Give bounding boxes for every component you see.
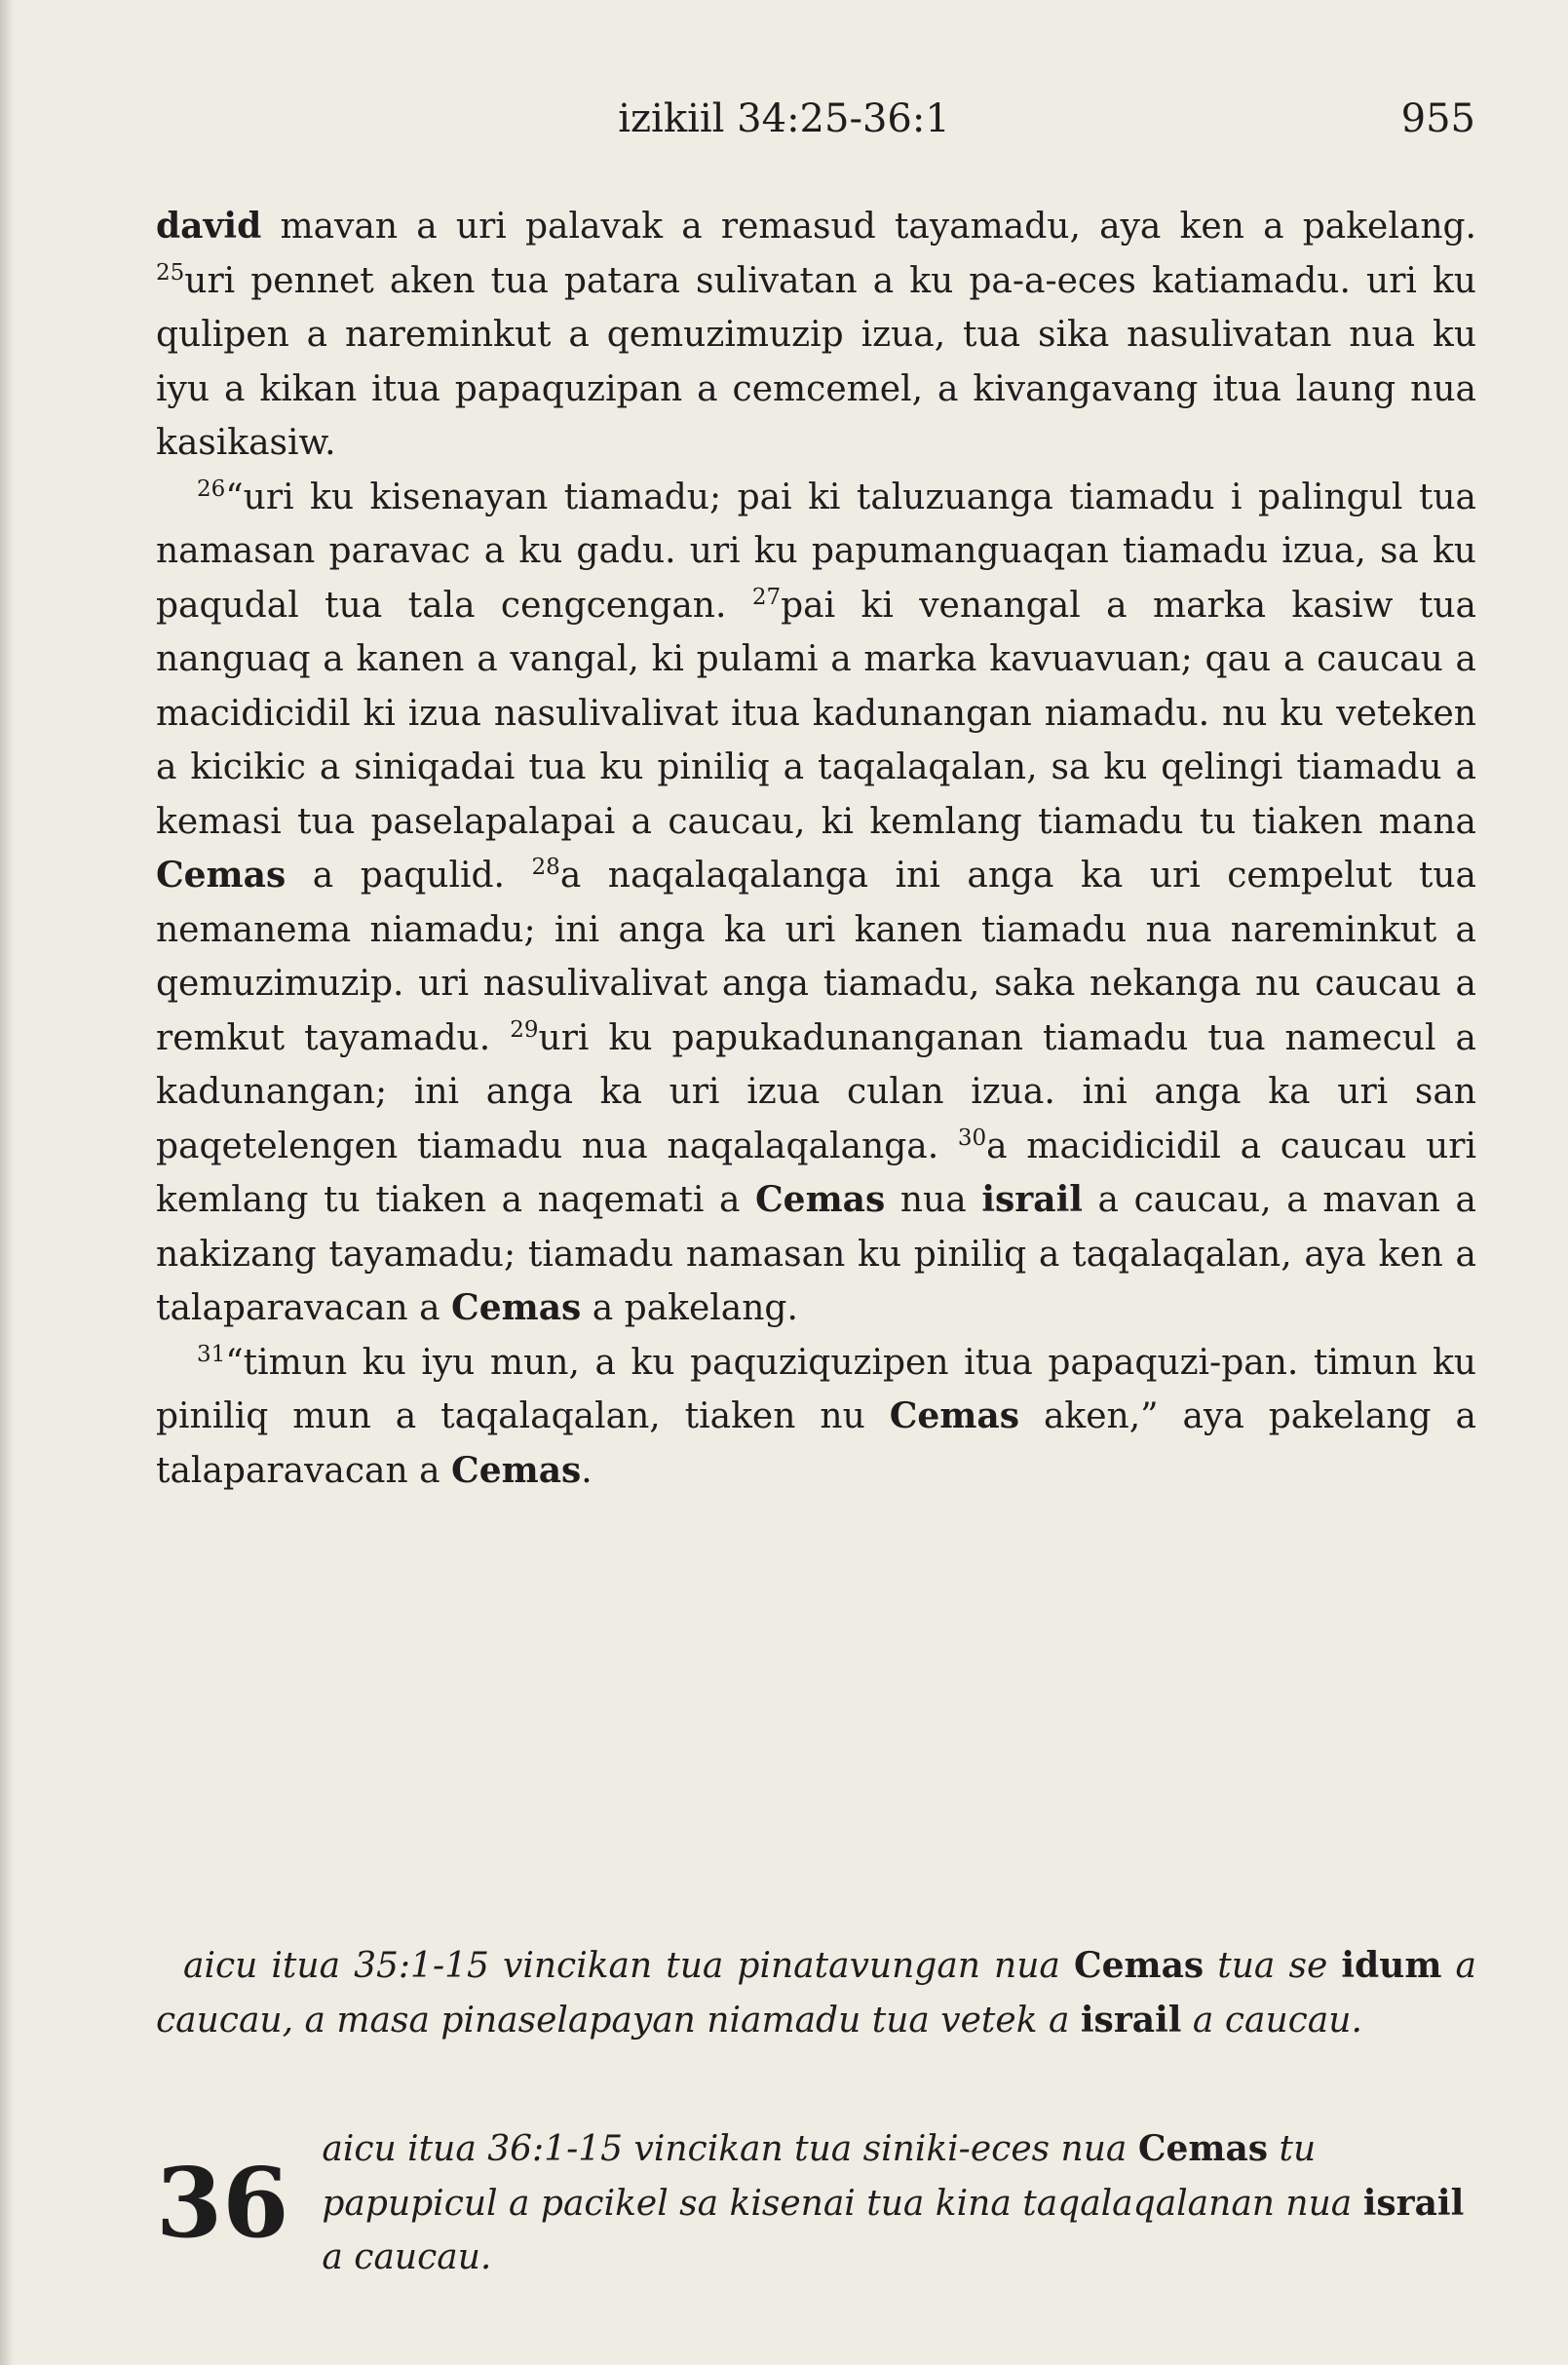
running-head-title: izikiil 34:25-36:1	[618, 96, 950, 141]
text-run: “timun ku iyu mun, a ku paquziquzipen itua papaquzi-pan. timun ku piniliq mun a taqalaqalan, tiaken nu	[156, 1342, 1476, 1436]
paragraph	[156, 1336, 1476, 1499]
bold-term: israil	[1080, 1999, 1182, 2041]
text-run: a naqalaqalanga ini anga ka uri cempelut tua nemanema niamadu; ini anga ka uri kanen tiamadu nua nareminkut a qemuzimuzip. uri nasulivalivat anga tiamadu, saka nekanga nu caucau a remkut tayamadu.	[156, 856, 1477, 1058]
verse-number: 29	[510, 1016, 539, 1043]
text-run: aicu itua 35:1-15 vincikan tua pinatavungan nua	[183, 1946, 1074, 1986]
bold-term: Cemas	[451, 1449, 582, 1491]
text-run: “uri ku kisenayan tiamadu; pai ki taluzuanga tiamadu i palingul tua namasan paravac a ku gadu. uri ku papumanguaqan tiamadu izua, sa ku paqudal tua tala cengcengan.	[156, 477, 1476, 626]
text-run: a pakelang.	[581, 1288, 798, 1328]
running-head	[0, 90, 1568, 148]
bold-term: israil	[1362, 2182, 1465, 2224]
chapter-heading	[322, 2129, 1464, 2277]
bold-term: Cemas	[1137, 2128, 1269, 2169]
bold-term: idum	[1341, 1945, 1442, 1986]
text-run: tua se	[1204, 1946, 1342, 1986]
text-run: uri pennet aken tua patara sulivatan a ku pa-a-eces katiamadu. uri ku qulipen a nareminkut a qemuzimuzip izua, tua sika nasulivatan nua ku iyu a kikan itua papaquzipan a cemcemel, a kivangavang itua laung nua kasikasiw.	[156, 260, 1476, 463]
text-run: a caucau, a mavan a nakizang tayamadu; tiamadu namasan ku piniliq a taqalaqalan, aya ken a talaparavacan a	[156, 1180, 1476, 1328]
text-run: mavan a uri palavak a remasud tayamadu, aya ken a pakelang.	[261, 207, 1476, 247]
bold-term: Cemas	[755, 1179, 886, 1220]
bold-term: david	[156, 206, 262, 247]
verse-number: 26	[197, 476, 226, 502]
bold-term: Cemas	[1073, 1945, 1205, 1986]
verse-number: 30	[957, 1125, 987, 1151]
text-run: a macidicidil a caucau uri kemlang tu tiaken a naqemati a	[156, 1125, 1476, 1220]
verse-number: 31	[197, 1341, 226, 1367]
text-run: aicu itua 36:1-15 vincikan tua siniki-eces nua	[322, 2129, 1138, 2169]
paragraph	[156, 471, 1476, 1336]
text-run: a caucau.	[1181, 2000, 1362, 2041]
bold-term: Cemas	[451, 1287, 582, 1328]
text-run: aken,” aya pakelang a talaparavacan a	[156, 1396, 1477, 1491]
section-heading	[156, 1939, 1476, 2047]
page-number: 955	[1400, 96, 1475, 141]
text-run: a paqulid.	[286, 856, 532, 896]
bold-term: Cemas	[889, 1395, 1019, 1436]
text-run: uri ku papukadunanganan tiamadu tua namecul a kadunangan; ini anga ka uri izua culan izua. ini anga ka uri san paqetelengen tiamadu nua naqalaqalanga.	[156, 1017, 1476, 1166]
bold-term: Cemas	[156, 855, 287, 896]
text-run: nua	[885, 1180, 982, 1220]
chapter-block	[156, 2122, 1476, 2285]
text-run: pai ki venangal a marka kasiw tua nanguaq a kanen a vangal, ki pulami a marka kavuavuan; qau a caucau a macidicidil ki izua nasulivalivat itua kadunangan niamadu. nu ku veteken a kicikic a siniqadai tua ku piniliq a taqalaqalan, sa ku qelingi tiamadu a kemasi tua paselapalapai a caucau, ki kemlang tiamadu tu tiaken mana	[156, 585, 1476, 842]
main-text	[156, 200, 1476, 1498]
verse-number: 27	[751, 584, 782, 610]
text-run: a caucau.	[322, 2237, 492, 2277]
text-run: tu papupicul a pacikel sa kisenai tua kina taqalaqalanan nua	[322, 2129, 1363, 2224]
text-run: a caucau, a masa pinaselapayan niamadu tua vetek a	[156, 1946, 1476, 2041]
verse-number: 28	[531, 855, 560, 880]
bold-term: israil	[981, 1179, 1083, 1220]
page-edge-shadow	[0, 0, 14, 2365]
verse-number: 25	[156, 259, 185, 286]
text-run: .	[581, 1450, 593, 1491]
paragraph	[156, 200, 1476, 471]
chapter-number: 36	[156, 2148, 289, 2260]
